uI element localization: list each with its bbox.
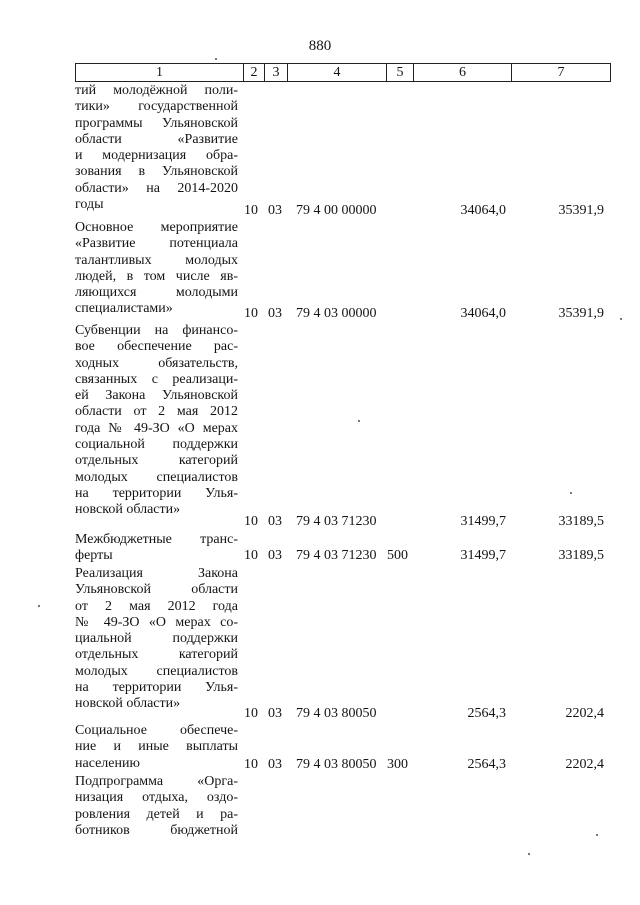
row-subsection: 03: [268, 514, 282, 529]
row-amount-1: 34064,0: [460, 306, 506, 321]
row-description: Подпрограмма «Орга- низация отдыха, оздо- ровления детей и ра- ботников бюджетной: [75, 774, 238, 838]
scan-speck: [596, 834, 598, 836]
row-section: 10: [244, 757, 258, 772]
row-description: Социальное обеспече- ние и иные выплаты населению: [75, 723, 238, 771]
row-target-code: 79 4 03 71230: [296, 514, 377, 529]
row-subsection: 03: [268, 306, 282, 321]
scan-speck: [358, 420, 360, 422]
row-description: тий молодёжной поли- тики» государственной программы Ульяновской области «Развитие и модернизация обра- зования в Ульяновской области» на 2014-2020 годы: [75, 83, 238, 213]
row-amount-2: 2202,4: [565, 706, 604, 721]
row-section: 10: [244, 706, 258, 721]
scan-speck: [215, 58, 217, 60]
header-col-2: 2: [244, 64, 265, 81]
row-section: 10: [244, 514, 258, 529]
row-amount-2: 35391,9: [558, 203, 604, 218]
row-amount-1: 34064,0: [460, 203, 506, 218]
row-description: Основное мероприятие «Развитие потенциала талантливых молодых людей, в том числе яв- ляющихся молодыми специалистами»: [75, 220, 238, 317]
header-col-5: 5: [387, 64, 414, 81]
row-subsection: 03: [268, 548, 282, 563]
row-target-code: 79 4 03 71230: [296, 548, 377, 563]
row-section: 10: [244, 306, 258, 321]
row-section: 10: [244, 548, 258, 563]
row-target-code: 79 4 03 00000: [296, 306, 377, 321]
row-target-code: 79 4 03 80050: [296, 757, 377, 772]
header-col-7: 7: [557, 65, 565, 80]
header-col-6: 6: [414, 64, 512, 81]
row-amount-2: 35391,9: [558, 306, 604, 321]
row-expense-type: 500: [387, 548, 408, 563]
row-amount-2: 33189,5: [558, 548, 604, 563]
row-amount-2: 33189,5: [558, 514, 604, 529]
header-col-1: 1: [76, 64, 244, 81]
page-number: 880: [308, 38, 332, 54]
table-header: [75, 63, 611, 82]
scan-speck: [38, 605, 40, 607]
scan-speck: [528, 853, 530, 855]
row-amount-1: 31499,7: [460, 548, 506, 563]
row-target-code: 79 4 00 00000: [296, 203, 377, 218]
row-description: Межбюджетные транс- ферты: [75, 532, 238, 564]
row-expense-type: 300: [387, 757, 408, 772]
row-subsection: 03: [268, 757, 282, 772]
scan-speck: [570, 492, 572, 494]
header-col-3: 3: [265, 64, 288, 81]
row-amount-1: 2564,3: [467, 757, 506, 772]
row-amount-1: 2564,3: [467, 706, 506, 721]
header-col-4: 4: [288, 64, 387, 81]
row-subsection: 03: [268, 203, 282, 218]
row-amount-1: 31499,7: [460, 514, 506, 529]
scan-speck: [620, 318, 622, 320]
row-section: 10: [244, 203, 258, 218]
row-amount-2: 2202,4: [565, 757, 604, 772]
row-description: Субвенции на финансо- вое обеспечение рас- ходных обязательств, связанных с реализаци- ей Закона Ульяновской области от 2 мая 2012 года № 49-ЗО «О мерах социальной поддержки отдельных категорий молодых специалистов на территории Улья- новской области»: [75, 323, 238, 518]
row-description: Реализация Закона Ульяновской области от 2 мая 2012 года № 49-ЗО «О мерах со- циальной поддержки отдельных категорий молодых специалистов на территории Улья- новской области»: [75, 566, 238, 712]
row-subsection: 03: [268, 706, 282, 721]
row-target-code: 79 4 03 80050: [296, 706, 377, 721]
